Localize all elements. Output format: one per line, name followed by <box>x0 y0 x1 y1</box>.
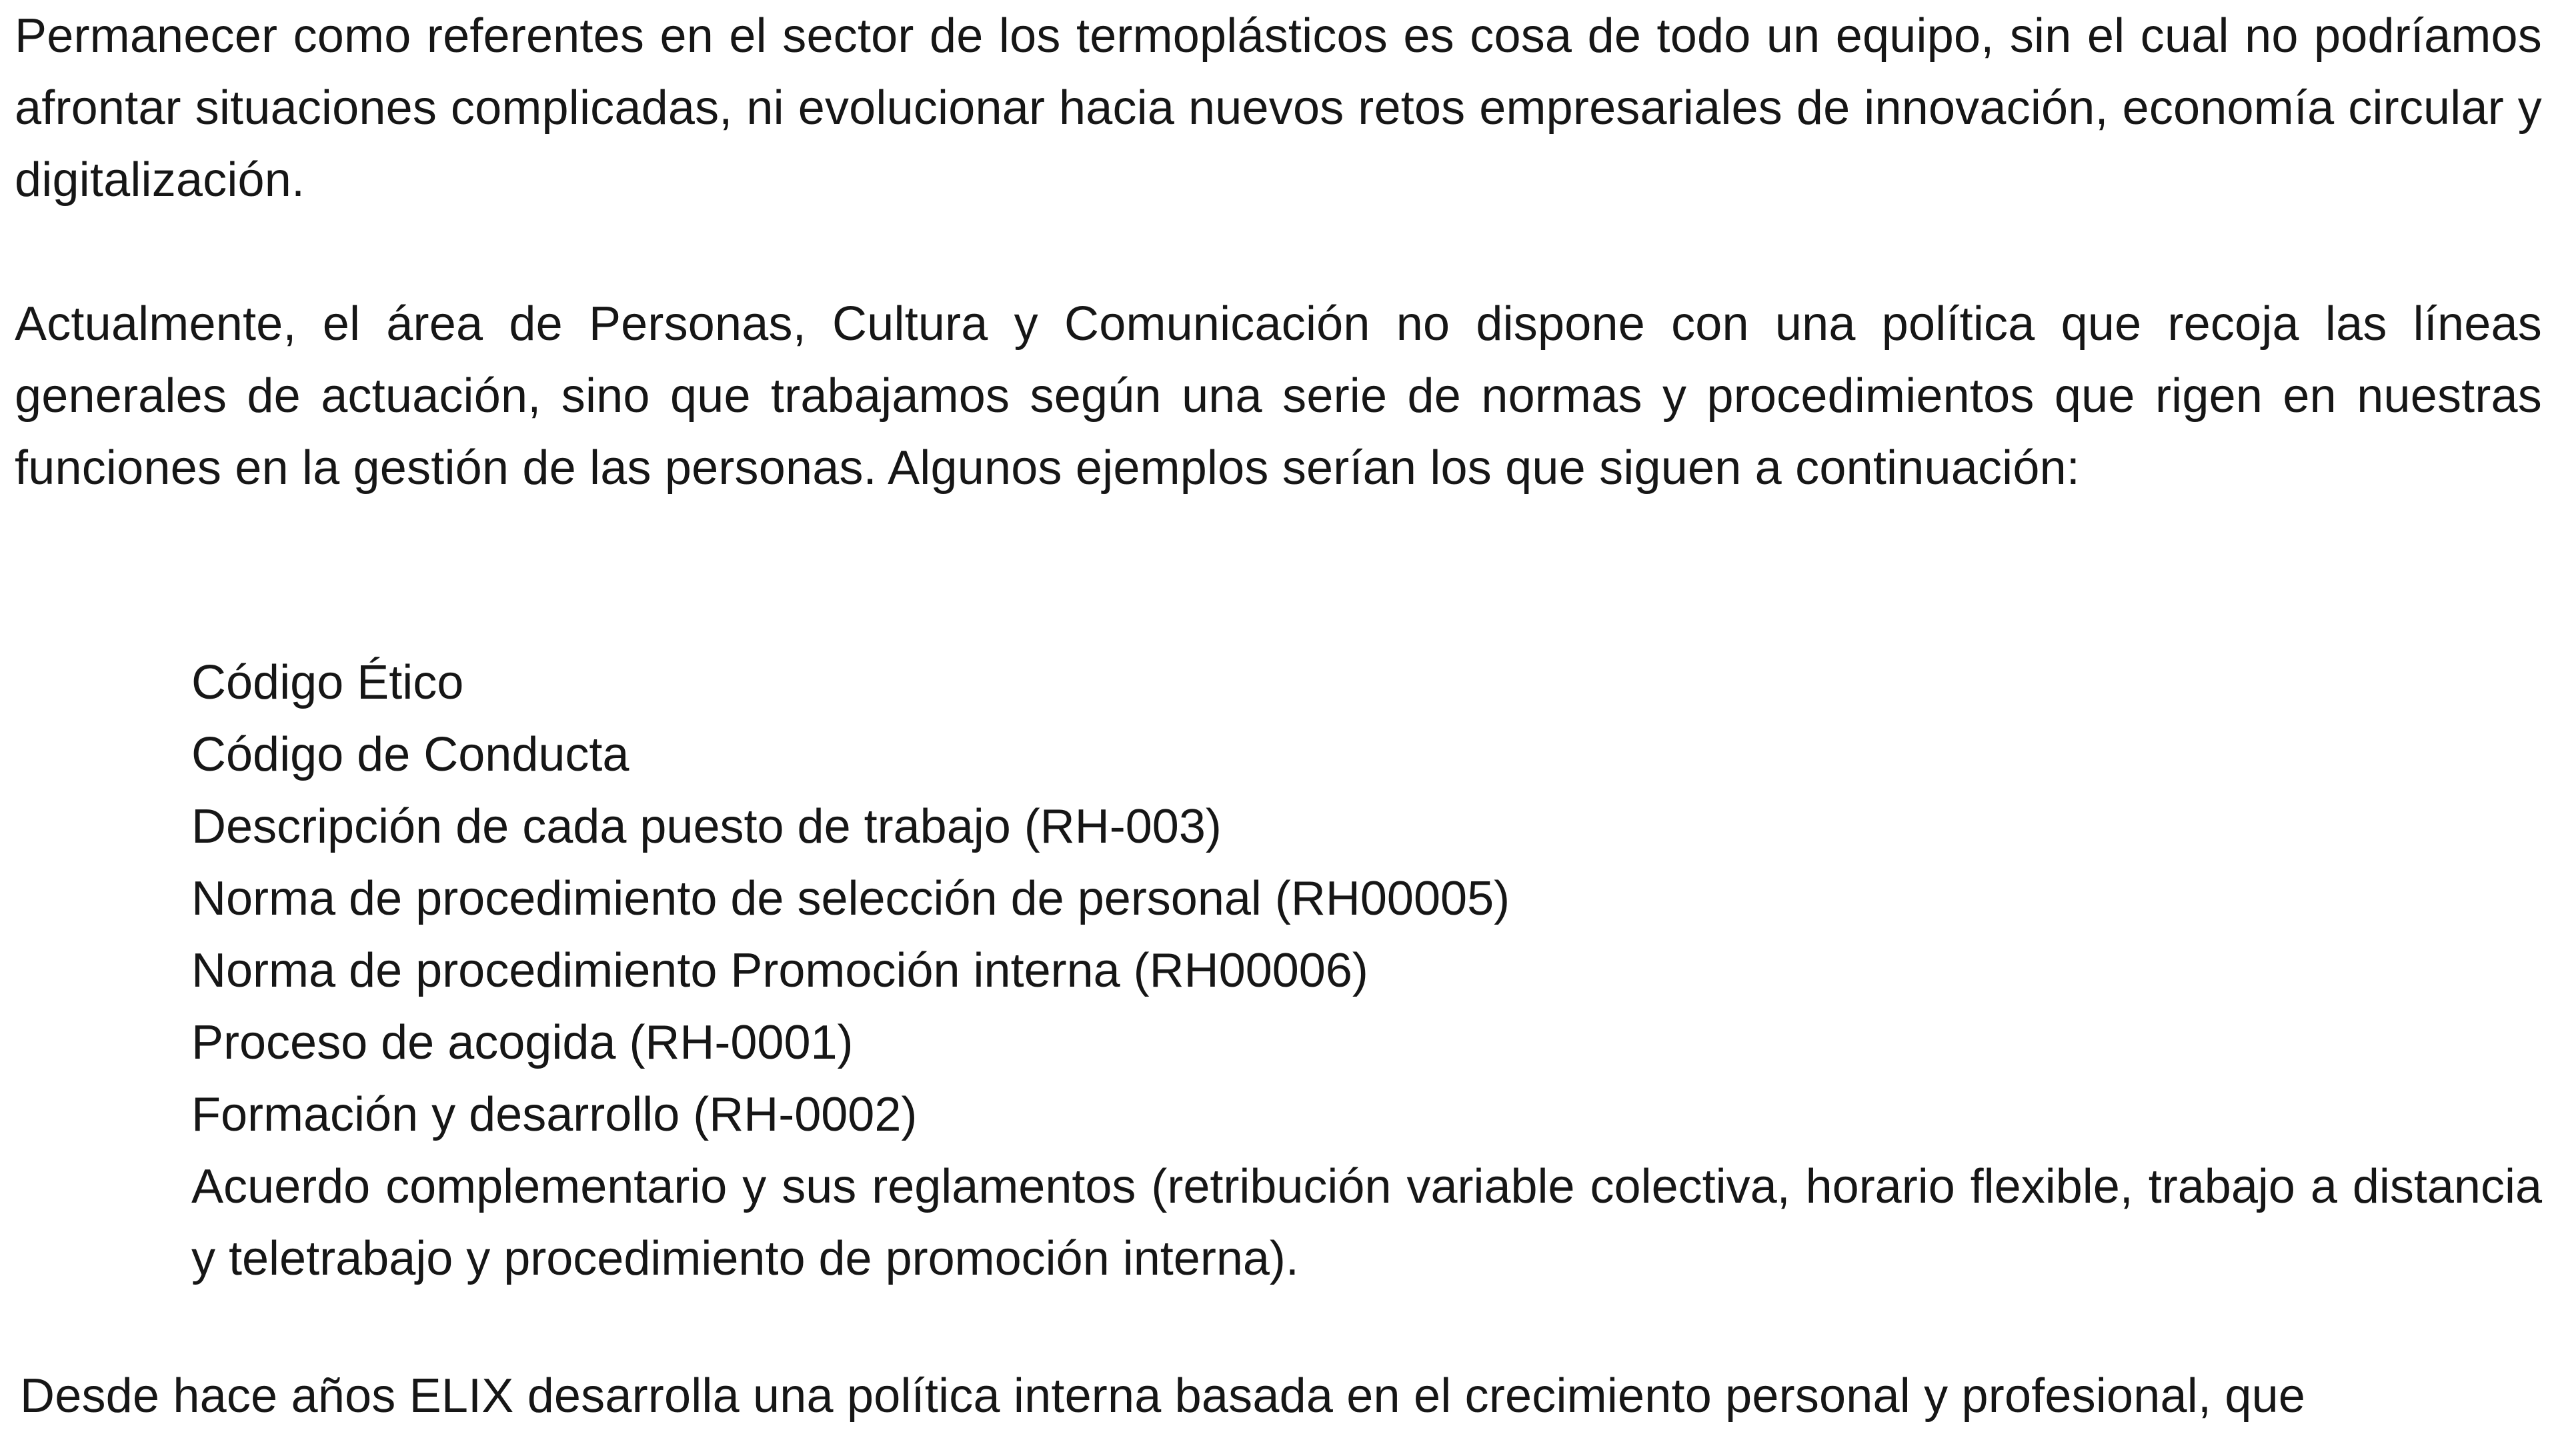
paragraph-intro: Permanecer como referentes en el sector de los termoplásticos es cosa de todo un equipo, sin el cual no podríamos afrontar situaciones complicadas, ni evolucionar hacia nuevos retos empresariales de innovación, economía circular y digitalización. <box>15 9 2542 207</box>
list-item: Código de Conducta <box>191 728 629 781</box>
list-item: Descripción de cada puesto de trabajo (RH-003) <box>191 800 1222 853</box>
paragraph-closing: Desde hace años ELIX desarrolla una política interna basada en el crecimiento personal y profesional, que <box>20 1369 2306 1423</box>
list-item: Acuerdo complementario y sus reglamentos (retribución variable colectiva, horario flexible, trabajo a distancia y teletrabajo y procedimiento de promoción interna). <box>191 1160 2542 1285</box>
list-item: Proceso de acogida (RH-0001) <box>191 1016 854 1069</box>
list-item: Norma de procedimiento de selección de personal (RH00005) <box>191 872 1510 925</box>
paragraph-current-policy: Actualmente, el área de Personas, Cultura y Comunicación no dispone con una política que recoja las líneas generales de actuación, sino que trabajamos según una serie de normas y procedimientos que rigen en nuestras funciones en la gestión de las personas. Algunos ejemplos serían los que siguen a continuación: <box>15 297 2542 495</box>
list-item: Formación y desarrollo (RH-0002) <box>191 1088 918 1141</box>
procedures-list <box>191 647 2542 1295</box>
list-item: Código Ético <box>191 656 464 709</box>
list-item: Norma de procedimiento Promoción interna (RH00006) <box>191 944 1368 997</box>
